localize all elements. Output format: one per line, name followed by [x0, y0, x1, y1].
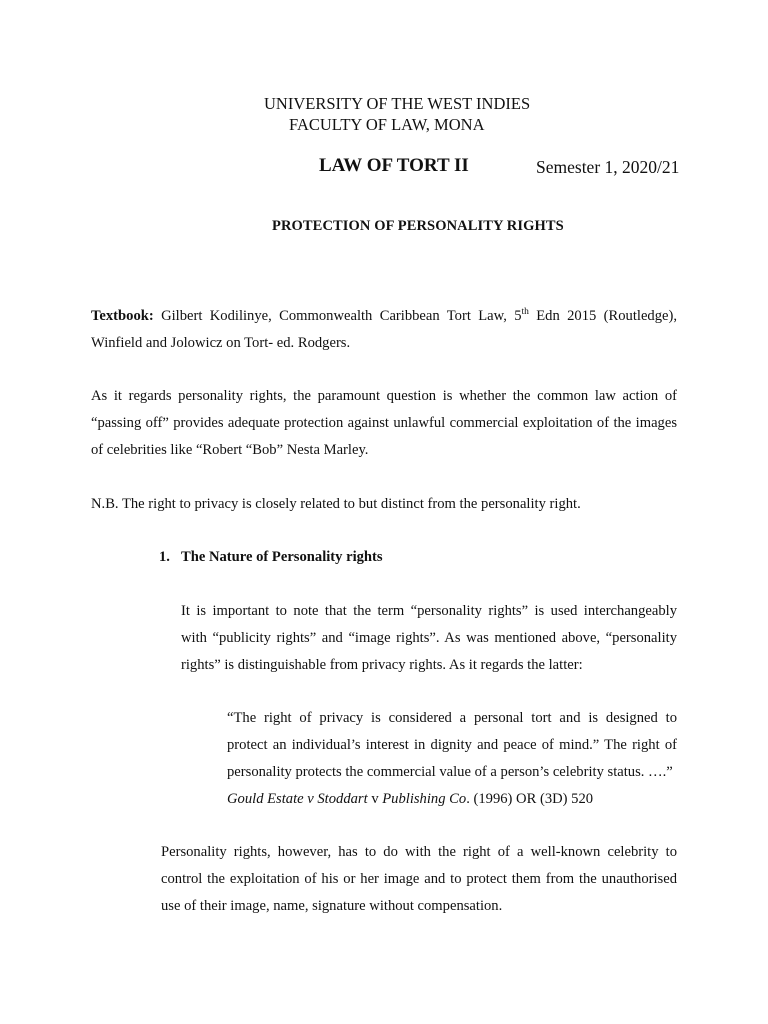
quote-line: protect an individual’s interest in dignity and peace of mind.” The right of — [227, 737, 677, 753]
section1-line: It is important to note that the term “personality rights” is used interchangeably — [181, 603, 677, 619]
section-number: 1. — [159, 549, 170, 565]
nb-note: N.B. The right to privacy is closely related to but distinct from the personality right. — [91, 496, 581, 512]
textbook-line-2: Winfield and Jolowicz on Tort- ed. Rodgers. — [91, 335, 351, 351]
case-name-part2: Publishing Co — [382, 791, 467, 807]
case-citation — [227, 786, 677, 813]
block-quote — [227, 705, 677, 813]
intro-line: As it regards personality rights, the paramount question is whether the common law action of — [91, 388, 677, 404]
intro-line: “passing off” provides adequate protection against unlawful commercial exploitation of the images — [91, 415, 677, 431]
closing-line: use of their image, name, signature without compensation. — [161, 898, 503, 914]
university-name: UNIVERSITY OF THE WEST INDIES — [264, 94, 531, 113]
textbook-label: Textbook: — [91, 308, 154, 324]
case-reference: . (1996) OR (3D) 520 — [466, 791, 594, 807]
case-name-v: v — [367, 791, 383, 807]
textbook-paragraph — [91, 303, 677, 357]
textbook-line1-post: Edn 2015 (Routledge), — [528, 308, 678, 324]
section-heading: The Nature of Personality rights — [181, 549, 383, 565]
intro-line: of celebrities like “Robert “Bob” Nesta Marley. — [91, 442, 369, 458]
topic-title: PROTECTION OF PERSONALITY RIGHTS — [272, 218, 564, 234]
textbook-line1-pre: Gilbert Kodilinye, Commonwealth Caribbean Tort Law, 5 — [161, 308, 522, 324]
textbook-line-1 — [91, 303, 677, 330]
quote-line: personality protects the commercial value of a person’s celebrity status. ….” — [227, 764, 673, 780]
faculty-name: FACULTY OF LAW, MONA — [289, 115, 485, 134]
closing-paragraph — [161, 839, 677, 920]
course-title: LAW OF TORT II — [319, 155, 469, 176]
semester-label: Semester 1, 2020/21 — [536, 157, 680, 177]
case-name-part1: Gould Estate v Stoddart — [227, 791, 368, 807]
section1-paragraph — [181, 598, 677, 679]
closing-line: Personality rights, however, has to do with the right of a well-known celebrity to — [161, 844, 677, 860]
quote-line: “The right of privacy is considered a personal tort and is designed to — [227, 710, 677, 726]
section1-line: rights” is distinguishable from privacy rights. As it regards the latter: — [181, 657, 583, 673]
section1-line: with “publicity rights” and “image rights”. As was mentioned above, “personality — [181, 630, 677, 646]
intro-paragraph — [91, 383, 677, 464]
textbook-edition-sup: th — [521, 307, 529, 318]
closing-line: control the exploitation of his or her image and to protect them from the unauthorised — [161, 871, 677, 887]
